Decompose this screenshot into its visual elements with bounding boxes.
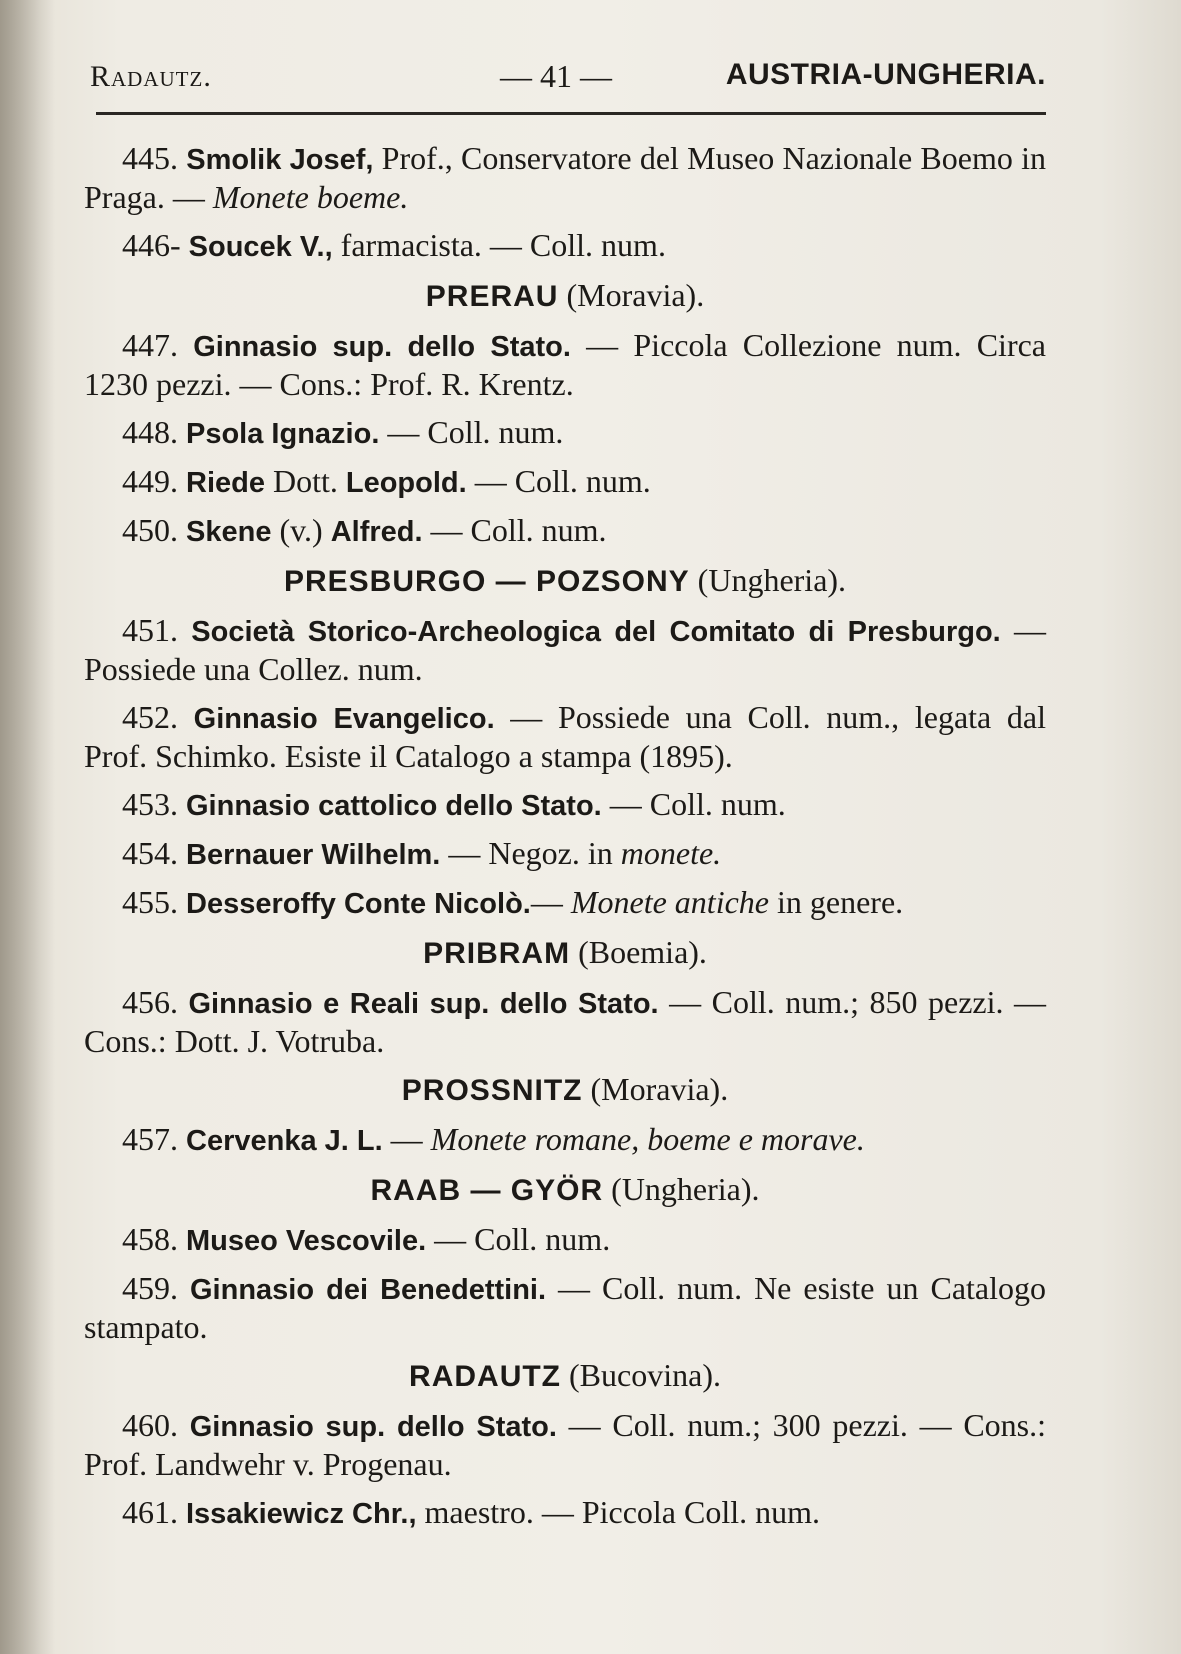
entry-italic: Monete romane, boeme e morave. — [430, 1121, 865, 1157]
spine-shadow — [0, 0, 55, 1654]
entry-text: — Coll. num. — [379, 414, 564, 450]
entry-name: Ginnasio dei Benedettini. — [190, 1274, 547, 1306]
entry-453 — [84, 786, 1046, 825]
entry-461 — [84, 1494, 1046, 1533]
entry-text: — Coll. num. — [422, 512, 607, 548]
entry-457 — [84, 1121, 1046, 1160]
entry-text: (v.) — [271, 512, 331, 548]
entry-text: — Coll. num.; 300 pezzi. — Cons.: Prof. Landwehr v. Progenau. — [84, 1407, 1047, 1482]
entry-447 — [84, 327, 1046, 403]
entry-name: Psola Ignazio. — [186, 418, 380, 450]
entry-number: 450. — [122, 512, 178, 548]
entry-text: — — [382, 1121, 431, 1157]
entry-text: — Possiede una Coll. num., legata dal Prof. Schimko. Esiste il Catalogo a stampa (1895). — [84, 699, 1046, 774]
city-region: (Boemia). — [570, 934, 707, 970]
entry-name: Cervenka J. L. — [186, 1125, 383, 1157]
city-region: (Moravia). — [582, 1071, 729, 1107]
entry-name: Ginnasio sup. dello Stato. — [189, 1411, 557, 1443]
city-heading-presburgo — [84, 562, 1046, 600]
entry-446 — [84, 227, 1046, 266]
city-region: (Ungheria). — [689, 562, 847, 598]
entry-number: 452. — [122, 699, 178, 735]
city-name: RAAB — GYÖR — [370, 1174, 604, 1207]
entry-name: Desseroffy Conte Nicolò. — [186, 888, 531, 920]
city-heading-raab — [84, 1171, 1046, 1209]
entry-name-2: Alfred. — [330, 516, 423, 548]
entry-text: — Coll. num. Ne esiste un Catalogo stampato. — [84, 1270, 1046, 1345]
entry-number: 456. — [122, 984, 178, 1020]
entry-450 — [84, 512, 1046, 551]
entry-italic: Monete boeme. — [212, 179, 409, 215]
entry-number: 447. — [122, 327, 178, 363]
entry-number: 459. — [122, 1270, 178, 1306]
city-name: PROSSNITZ — [401, 1074, 583, 1107]
entry-452 — [84, 699, 1046, 775]
entry-text: Dott. — [264, 463, 346, 499]
entry-456 — [84, 984, 1046, 1060]
city-region: (Ungheria). — [603, 1171, 760, 1207]
entry-448 — [84, 414, 1046, 453]
entry-name: Issakiewicz Chr., — [186, 1498, 417, 1530]
entry-text: — Negoz. in — [440, 835, 621, 871]
entry-name: Museo Vescovile. — [186, 1225, 427, 1257]
city-region: (Moravia). — [558, 277, 705, 313]
header-rule — [96, 112, 1046, 115]
entry-text: maestro. — Piccola Coll. num. — [416, 1494, 821, 1530]
page-number: — 41 — — [500, 58, 612, 94]
entry-name-2: Leopold. — [345, 467, 467, 499]
entry-name: Soucek V., — [188, 231, 333, 263]
entry-number: 455. — [122, 884, 178, 920]
entry-name: Skene — [186, 516, 272, 548]
entry-number: 457. — [122, 1121, 178, 1157]
entry-455 — [84, 884, 1046, 923]
entry-name: Ginnasio Evangelico. — [193, 703, 495, 735]
city-name: PRESBURGO — POZSONY — [283, 565, 690, 598]
entry-458 — [84, 1221, 1046, 1260]
entry-text: — Coll. num. — [601, 786, 786, 822]
city-name: PRERAU — [425, 280, 559, 313]
city-heading-radautz — [84, 1357, 1046, 1395]
entry-445 — [84, 140, 1046, 216]
city-heading-prossnitz — [84, 1071, 1046, 1109]
entry-number: 446- — [122, 227, 181, 263]
entry-name: Ginnasio e Reali sup. dello Stato. — [188, 988, 659, 1020]
entry-number: 454. — [122, 835, 178, 871]
entry-text: — Piccola Collezione num. Circa 1230 pezzi. — Cons.: Prof. R. Krentz. — [84, 327, 1047, 402]
entry-name: Ginnasio cattolico dello Stato. — [186, 790, 602, 822]
entry-italic: monete. — [620, 835, 722, 871]
page-body — [84, 140, 1046, 1544]
entry-460 — [84, 1407, 1046, 1483]
entry-number: 460. — [122, 1407, 178, 1443]
entry-name: Smolik Josef, — [186, 144, 374, 176]
entry-number: 453. — [122, 786, 178, 822]
entry-text: Prof., Conservatore del Museo Nazionale Boemo in Praga. — — [84, 140, 1046, 215]
entry-number: 448. — [122, 414, 178, 450]
entry-459 — [84, 1270, 1046, 1346]
entry-text: — Possiede una Collez. num. — [84, 612, 1046, 687]
running-head-left: Radautz. — [90, 60, 212, 93]
entry-451 — [84, 612, 1046, 688]
entry-number: 461. — [122, 1494, 178, 1530]
entry-italic: Monete antiche — [570, 884, 769, 920]
entry-number: 445. — [122, 140, 178, 176]
entry-text: — Coll. num.; 850 pezzi. — Cons.: Dott. J. Votruba. — [84, 984, 1047, 1059]
entry-name: Società Storico-Archeologica del Comitato di Presburgo. — [191, 616, 1001, 648]
city-region: (Bucovina). — [561, 1357, 721, 1393]
entry-name: Ginnasio sup. dello Stato. — [193, 331, 571, 363]
entry-449 — [84, 463, 1046, 502]
city-heading-pribram — [84, 934, 1046, 972]
entry-text: — Coll. num. — [426, 1221, 611, 1257]
entry-name: Bernauer Wilhelm. — [186, 839, 441, 871]
entry-454 — [84, 835, 1046, 874]
entry-number: 451. — [122, 612, 178, 648]
city-heading-prerau — [84, 277, 1046, 315]
entry-text: farmacista. — Coll. num. — [332, 227, 666, 263]
city-name: RADAUTZ — [409, 1360, 562, 1393]
running-head-right: AUSTRIA-UNGHERIA. — [725, 58, 1046, 91]
entry-number: 449. — [122, 463, 178, 499]
entry-text: — Coll. num. — [466, 463, 651, 499]
entry-text-2: in genere. — [768, 884, 904, 920]
entry-number: 458. — [122, 1221, 178, 1257]
city-name: PRIBRAM — [423, 937, 571, 970]
entry-name: Riede — [186, 467, 265, 499]
page-header — [90, 52, 1046, 102]
entry-text: — — [530, 884, 571, 920]
